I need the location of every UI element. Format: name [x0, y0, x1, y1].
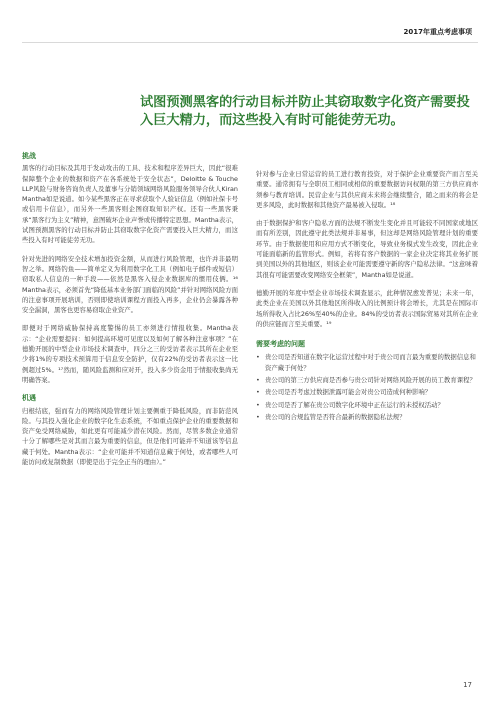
right-column	[256, 169, 478, 424]
left-column	[22, 151, 238, 475]
opportunity-paragraph-1: 归根结底，强而有力的网络风险管理计划主要侧重于降低风险，而非防范风险。与其投入强化企业的数字化生态系统，不如重点保护企业的重要数据和资产免受网络威胁，如此更有可能减少潜在风险。然而，尽管多数企业通常十分了解哪些是对其而言最为重要的信息，但是他们可能并不知道该等信息藏于何处。Mantha表示：“企业可能并不知道信息藏于何处，或者哪些人可能访问或复制数据（即使是出于完全正当的理由）。”	[22, 406, 238, 467]
page-number: 17	[463, 681, 472, 689]
challenge-paragraph-3: 即便对于网络威胁保持高度警惕的员工亦须进行情报收集。Mantha表示：“企业需要提问：如何提高环境可见度以及如何了解各种注意事项？”在德勤开展的中型企业市场技术调查中，四分之三的受访者表示其所在企业至少将1%的专项技术预算用于信息安全防护，仅有22%的受访者表示这一比例超过5%。¹⁷然而，随风险监测和应对开，投入多少资金用于情报收集尚无明确答案。	[22, 324, 238, 384]
right-paragraph-1: 针对参与企业日常运营的员工进行教育投资，对于保护企业重要资产而言至关重要。通常拥有与全职员工相同或相似的重要数据访问权限的第三方供应商亦须参与教育培训。民营企业与其供应商未来将会继续整合，随之而来的将会是更多风险，此时数据和其他资产最易被入侵取。¹⁸	[256, 170, 478, 209]
right-paragraph-3: 德勤开展的年度中型企业市场技术调查显示，此种情况愈发普见；未来一年，此类企业在美国以外其他地区所得收入的比例预计将会增长，尤其是在国际市场所得收入占比26%至40%的企业。84%的受访者表示国际贸易对其所在企业的供应链而言至关重要。¹⁹	[256, 288, 478, 328]
header-divider	[22, 42, 478, 43]
challenge-heading: 挑战	[22, 152, 36, 160]
question-item: • 贵公司的第三方供应商是否参与贵公司针对网络风险开展的员工教育课程？	[256, 375, 478, 385]
header-section-title: 2017年重点考虑事项	[403, 28, 472, 36]
question-item: • 贵公司是否了解在贵公司数字化环境中正在运行的未授权活动？	[256, 400, 478, 410]
questions-heading: 需要考虑的问题	[256, 340, 305, 349]
question-item: • 贵公司是否知道在数字化运营过程中对于贵公司而言最为重要的数据信息和资产藏于何处？	[256, 352, 478, 373]
question-item: • 贵公司的合规监管是否符合最新的数据隐私法规？	[256, 412, 478, 422]
challenge-paragraph-2: 针对先进的网络安全技术增加投资金额，从而进行风险管理，也许并非最明智之举。网络钓鱼——简单定义为利用数字化工具（例如电子邮件或短信）窃取私人信息的一种手段——依然是黑客入侵企业数据库的惯用伎俩。¹⁶ Mantha表示，必须首先“降低基本业务部门面临的风险”并针对网络风险方面的注意事项开展培训，否则即使培训课程方面投入再多，企业仍会暴露各种安全漏洞，黑客也更容易窃取企业资产。	[22, 254, 238, 315]
right-paragraph-2: 由于数据保护和客户隐私方面的法规不断发生变化并且可能较不同国家或地区而有所差别，因此遵守此类法规并非易事，但这却是网络风险管理计划的重要环节。由于数据使用和应用方式不断变化，导致业务模式发生改变，因此企业可能面临新的监管形式。例如，若将有客户数据的一家企业决定将其业务扩展到美国以外的其他地区，则该企业可能需要遵守新的客户隐私法律。“这意味着其很有可能需要改变网络安全框架”，Mantha如是说道。	[256, 219, 478, 279]
challenge-paragraph-1: 黑客的行动目标及其用于发动攻击的工具、技术和程序差异巨大，因此“很难保障整个企业的数据和资产在各系统处于安全状态”，Deloitte & Touche LLP风险与财务咨询负责人及董事与分销领域网络风险服务领导合伙人Kiran Mantha如是说道。如今某些黑客正在寻求获取个人验证信息（例如社保卡号或信用卡信息），而另外一些黑客则企图窃取知识产权。还有一些黑客秉承“黑客行为主义”精神，意图破坏企业声誉或传播特定思想。Mantha表示，试图预测黑客的行动目标并防止其窃取数字化资产需要投入巨大精力，而这些投入有时可能徒劳无功。	[22, 164, 238, 245]
question-item: • 贵公司是否考虑过数据泄露可能会对贵公司造成何种影响？	[256, 387, 478, 397]
opportunity-heading: 机遇	[22, 394, 36, 403]
page-headline: 试图预测黑客的行动目标并防止其窃取数字化资产需要投入巨大精力，而这些投入有时可能徒劳无功。	[140, 95, 470, 128]
questions-list	[256, 352, 478, 422]
